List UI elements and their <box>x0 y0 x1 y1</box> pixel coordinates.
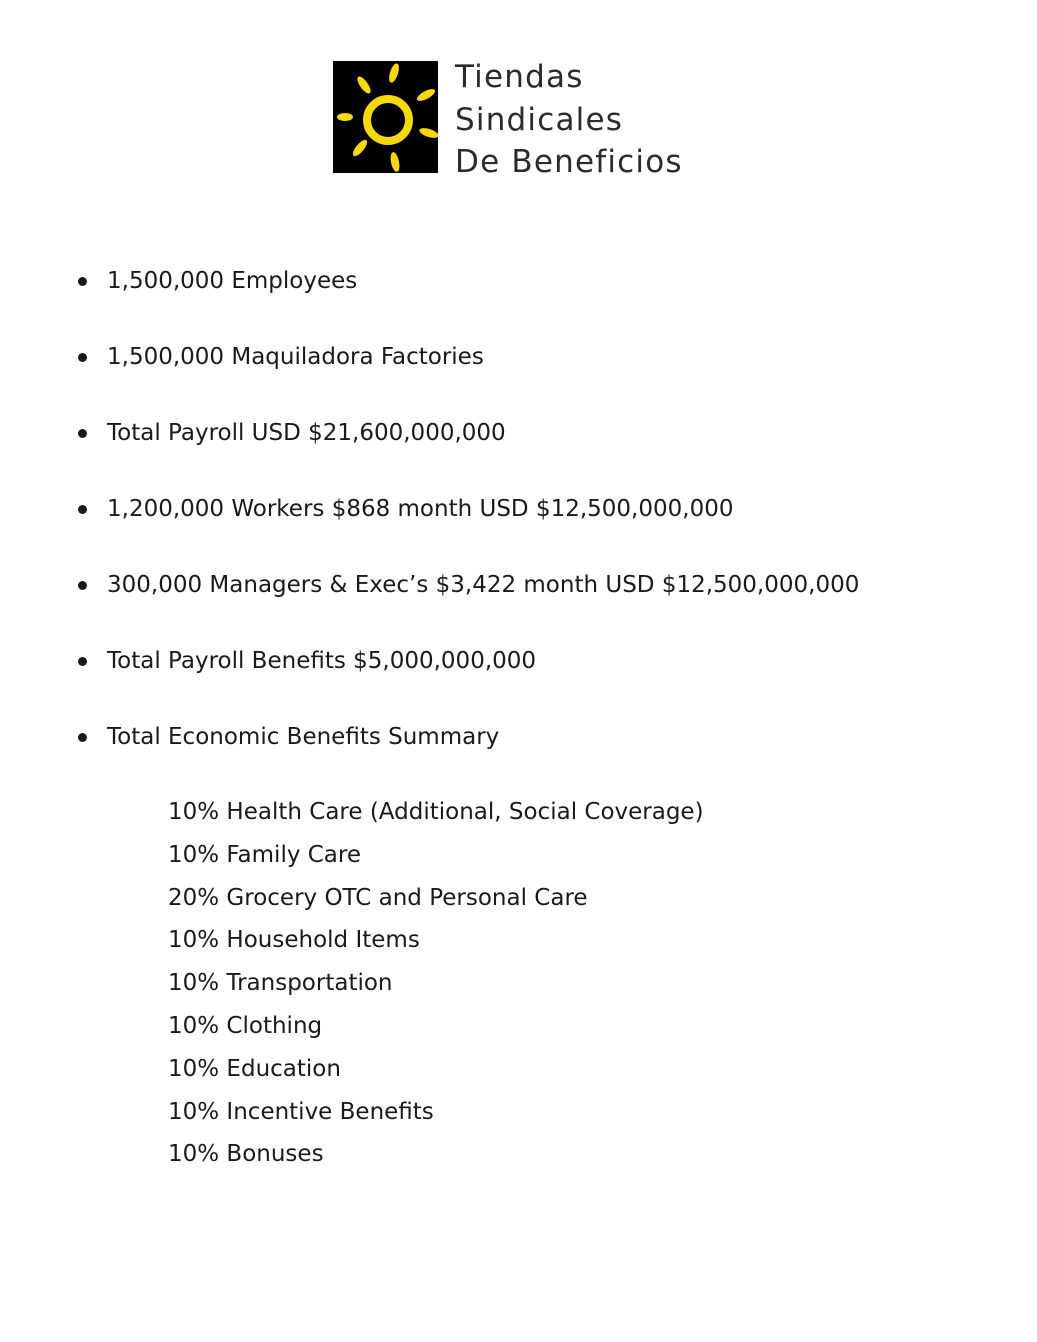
logo-line-3: De Beneficios <box>455 144 683 180</box>
list-item <box>0 490 1037 566</box>
key-figures-list <box>0 262 1037 794</box>
list-item <box>0 718 1037 794</box>
bullet-text: Total Payroll Benefits $5,000,000,000 <box>107 648 537 674</box>
bullet-text: 1,500,000 Maquiladora Factories <box>107 344 484 370</box>
list-item <box>0 262 1037 338</box>
bullet-icon <box>78 657 87 666</box>
summary-item: 20% Grocery OTC and Personal Care <box>168 884 588 911</box>
summary-item: 10% Family Care <box>168 841 362 868</box>
benefits-summary-list <box>168 792 704 1177</box>
summary-item: 10% Health Care (Additional, Social Coverage) <box>168 799 704 825</box>
bullet-text: 300,000 Managers & Exec’s $3,422 month USD $12,500,000,000 <box>107 572 860 598</box>
list-item <box>0 338 1037 414</box>
summary-item: 10% Household Items <box>168 927 420 954</box>
list-item <box>0 414 1037 490</box>
summary-item: 10% Clothing <box>168 1012 323 1039</box>
list-item <box>0 566 1037 642</box>
bullet-icon <box>78 277 87 286</box>
bullet-icon <box>78 733 87 742</box>
summary-item: 10% Incentive Benefits <box>168 1098 434 1125</box>
logo-line-2: Sindicales <box>455 101 624 138</box>
bullet-icon <box>78 581 87 590</box>
organization-logo <box>333 59 733 180</box>
summary-item: 10% Education <box>168 1055 341 1082</box>
logo-line-1: Tiendas <box>455 59 584 95</box>
summary-item: 10% Bonuses <box>168 1141 324 1168</box>
bullet-text: 1,500,000 Employees <box>107 268 358 294</box>
logo-wordmark <box>455 56 683 184</box>
sun-logo-icon <box>333 61 438 173</box>
bullet-icon <box>78 353 87 362</box>
bullet-text: Total Economic Benefits Summary <box>107 724 500 750</box>
list-item <box>0 642 1037 718</box>
bullet-icon <box>78 429 87 438</box>
bullet-icon <box>78 505 87 514</box>
bullet-text: 1,200,000 Workers $868 month USD $12,500,000,000 <box>107 496 734 522</box>
bullet-text: Total Payroll USD $21,600,000,000 <box>107 420 506 446</box>
summary-item: 10% Transportation <box>168 970 393 997</box>
